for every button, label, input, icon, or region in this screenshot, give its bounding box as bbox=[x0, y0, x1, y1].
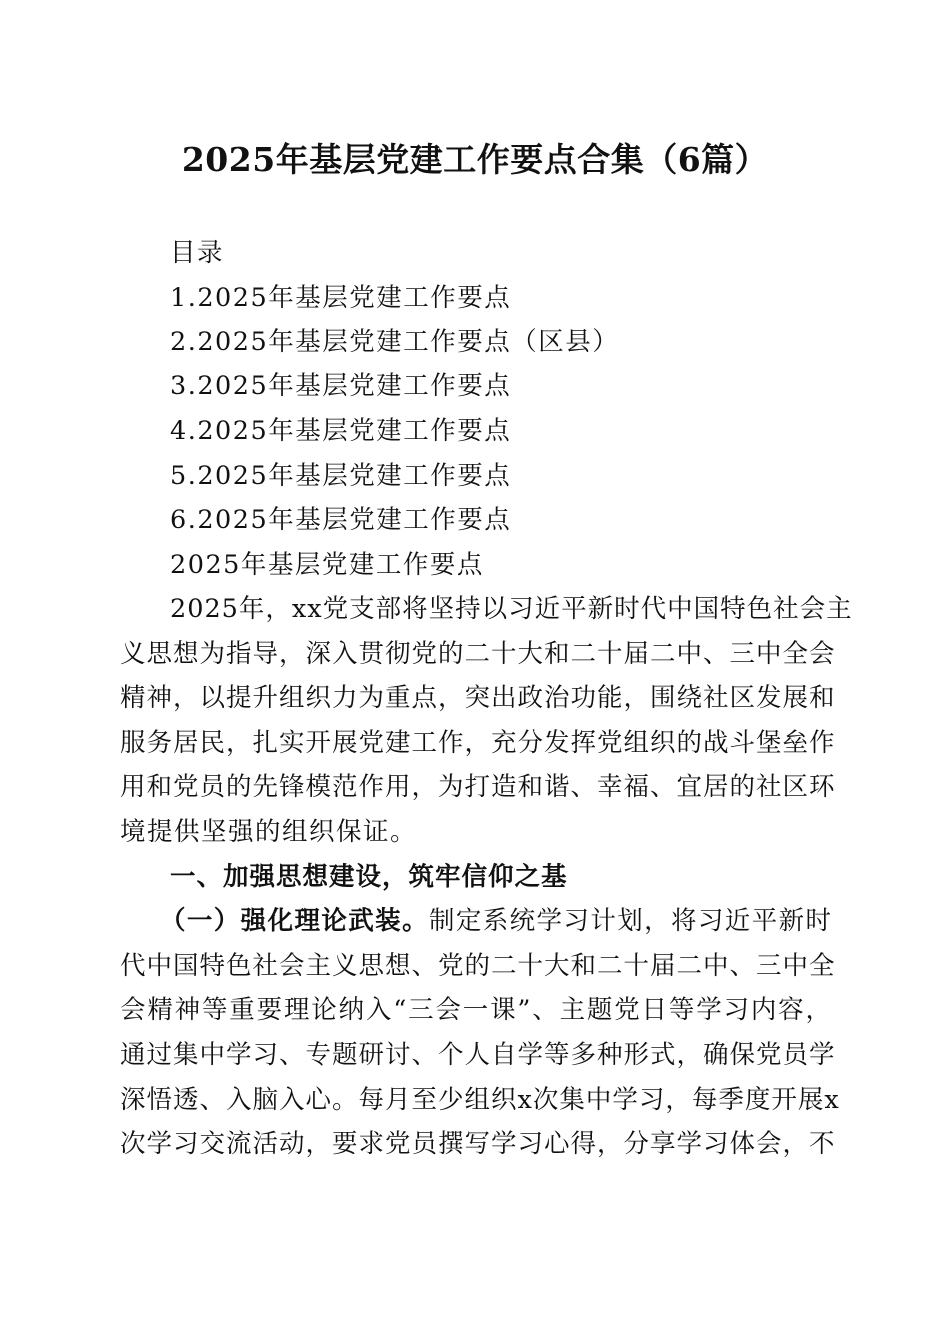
toc-item: 4.2025年基层党建工作要点 bbox=[170, 416, 512, 446]
paragraph-line: 深悟透、入脑入心。每月至少组织x次集中学习，每季度开展x bbox=[120, 1085, 840, 1115]
intro-line: 精神，以提升组织力为重点，突出政治功能，围绕社区发展和 bbox=[120, 683, 836, 713]
intro-line: 境提供坚强的组织保证。 bbox=[120, 817, 418, 847]
toc-item: 1.2025年基层党建工作要点 bbox=[170, 283, 512, 313]
intro-line: 用和党员的先锋模范作用，为打造和谐、幸福、宜居的社区环 bbox=[120, 772, 836, 802]
paragraph-line: 次学习交流活动，要求党员撰写学习心得，分享学习体会，不 bbox=[120, 1129, 836, 1159]
paragraph-line: 通过集中学习、专题研讨、个人自学等多种形式，确保党员学 bbox=[120, 1040, 836, 1070]
paragraph-first-line bbox=[160, 904, 832, 938]
document-title: 2025年基层党建工作要点合集（6篇） bbox=[181, 140, 769, 179]
toc-label: 目录 bbox=[170, 238, 225, 268]
article-title: 2025年基层党建工作要点 bbox=[170, 550, 484, 580]
intro-line: 义思想为指导，深入贯彻党的二十大和二十届二中、三中全会 bbox=[120, 639, 836, 669]
paragraph-line: 会精神等重要理论纳入“三会一课”、主题党日等学习内容， bbox=[120, 995, 832, 1025]
section-heading: 一、加强思想建设，筑牢信仰之基 bbox=[170, 862, 568, 892]
toc-item: 3.2025年基层党建工作要点 bbox=[170, 371, 512, 401]
toc-item: 6.2025年基层党建工作要点 bbox=[170, 505, 512, 535]
paragraph-line: 代中国特色社会主义思想、党的二十大和二十届二中、三中全 bbox=[120, 951, 836, 981]
intro-line: 服务居民，扎实开展党建工作，充分发挥党组织的战斗堡垒作 bbox=[120, 728, 836, 758]
paragraph-text: 制定系统学习计划，将习近平新时 bbox=[428, 906, 832, 936]
toc-item: 2.2025年基层党建工作要点（区县） bbox=[170, 327, 620, 357]
intro-line: 2025年，xx党支部将坚持以习近平新时代中国特色社会主 bbox=[170, 594, 853, 624]
sub-heading: （一）强化理论武装。 bbox=[160, 906, 429, 936]
toc-item: 5.2025年基层党建工作要点 bbox=[170, 461, 512, 491]
